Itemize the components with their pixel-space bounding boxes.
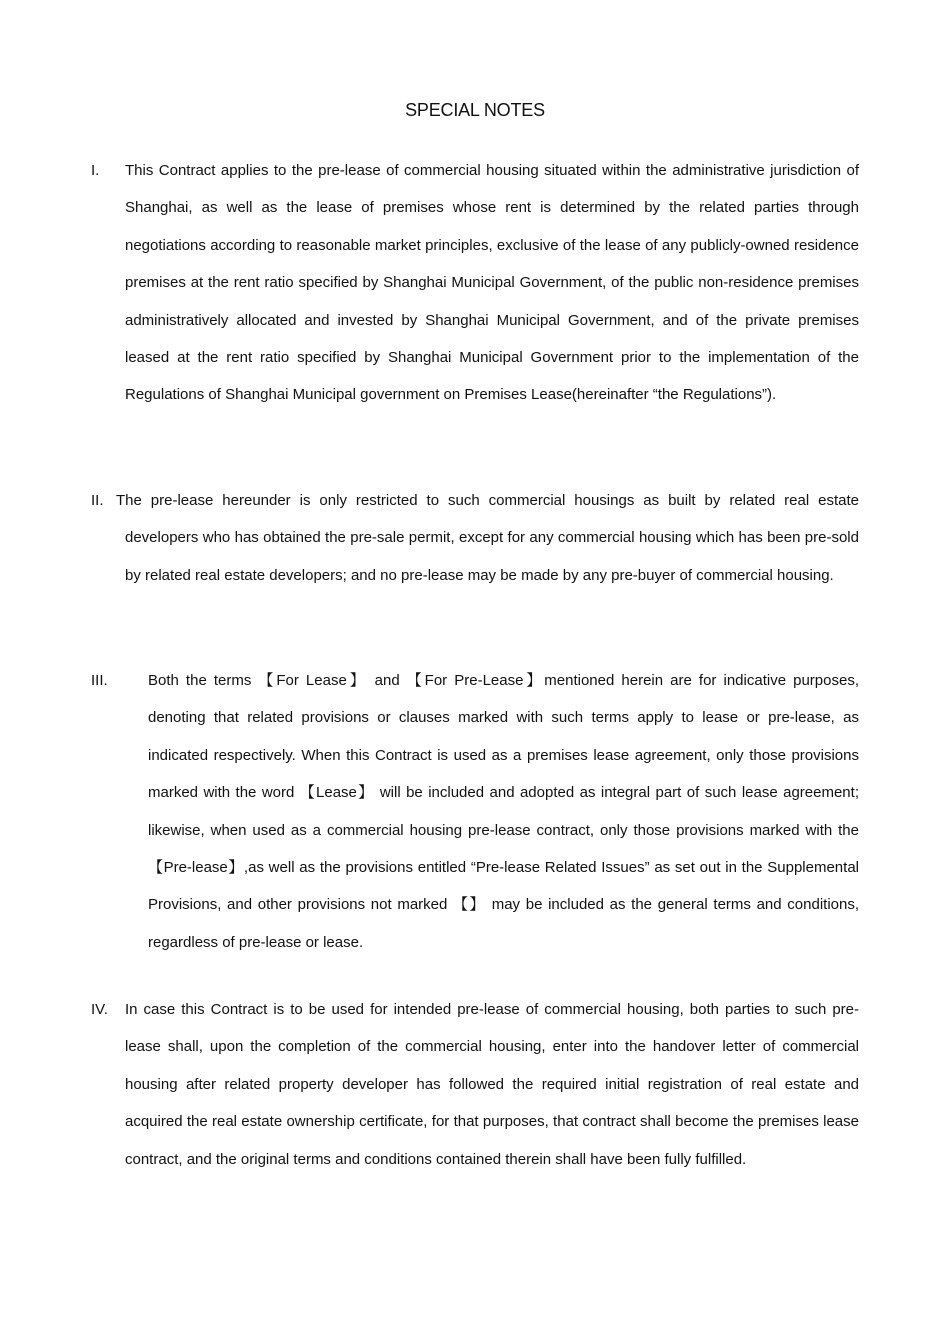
note-text: This Contract applies to the pre-lease of commercial housing situated within the administrative jurisdiction of Shanghai, as well as the lease of premises whose rent is determined by the related parties through negotiations according to reasonable market principles, exclusive of the lease of any publicly-owned residence premises at the rent ratio specified by Shanghai Municipal Government, of the public non-residence premises administratively allocated and invested by Shanghai Municipal Government, and of the private premises leased at the rent ratio specified by Shanghai Municipal Government prior to the implementation of the Regulations of Shanghai Municipal government on Premises Lease(hereinafter “the Regulations”). xyxy=(125,162,859,404)
note-item xyxy=(91,482,859,594)
note-item xyxy=(91,991,859,1178)
note-text: Both the terms 【For Lease】 and 【For Pre-Lease】mentioned herein are for indicative purposes, denoting that related provisions or clauses marked with such terms apply to lease or pre-lease, as indicated respectively. When this Contract is used as a premises lease agreement, only those provisions marked with the word 【Lease】 will be included and adopted as integral part of such lease agreement; likewise, when used as a commercial housing pre-lease contract, only those provisions marked with the【Pre-lease】,as well as the provisions entitled “Pre-lease Related Issues” as set out in the Supplemental Provisions, and other provisions not marked 【】 may be included as the general terms and conditions, regardless of pre-lease or lease. xyxy=(148,672,859,951)
note-text: The pre-lease hereunder is only restricted to such commercial housings as built by related real estate developers who has obtained the pre-sale permit, except for any commercial housing which has been pre-sold by related real estate developers; and no pre-lease may be made by any pre-buyer of commercial housing. xyxy=(116,492,859,584)
note-item xyxy=(91,662,859,961)
note-text: In case this Contract is to be used for intended pre-lease of commercial housing, both parties to such pre-lease shall, upon the completion of the commercial housing, enter into the handover letter of commercial housing after related property developer has followed the required initial registration of real estate and acquired the real estate ownership certificate, for that purposes, that contract shall become the premises lease contract, and the original terms and conditions contained therein shall have been fully fulfilled. xyxy=(125,1001,859,1168)
note-number: I. xyxy=(91,162,100,179)
note-number: IV. xyxy=(91,1001,108,1018)
page-title: SPECIAL NOTES xyxy=(405,100,545,120)
note-number: II. xyxy=(91,492,104,509)
note-item xyxy=(91,152,859,414)
note-number: III. xyxy=(91,672,108,689)
